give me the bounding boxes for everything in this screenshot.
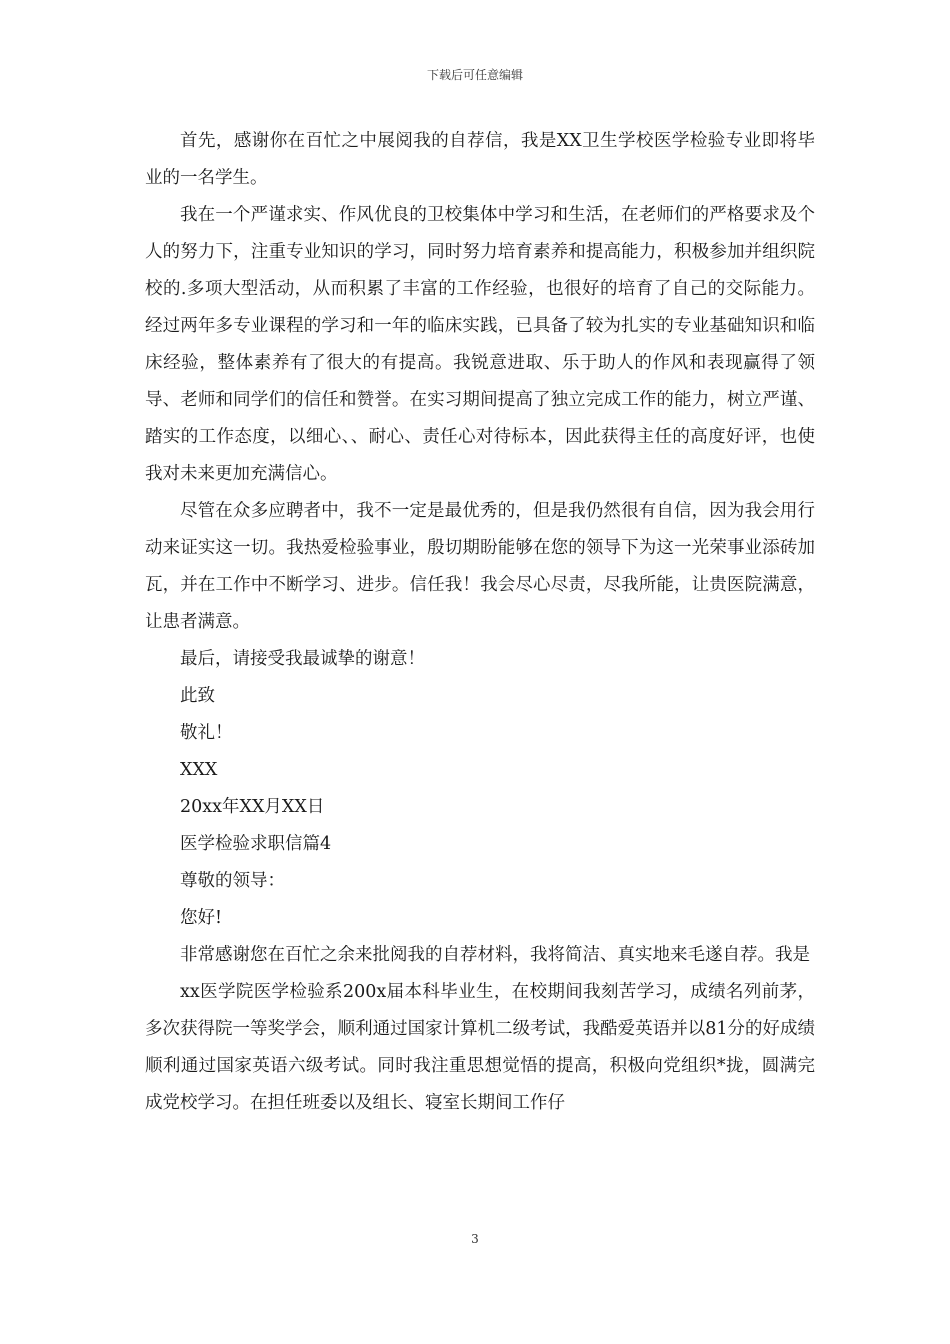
paragraph: 非常感谢您在百忙之余来批阅我的自荐材料，我将简洁、真实地来毛遂自荐。我是: [180, 945, 810, 965]
salutation-line: 敬礼！: [180, 723, 233, 743]
greeting-line: 您好!: [180, 908, 223, 928]
document-body: [145, 123, 815, 1122]
greeting-line: 尊敬的领导：: [180, 871, 285, 891]
paragraph: 尽管在众多应聘者中，我不一定是最优秀的，但是我仍然很有自信，因为我会用行动来证实这一切。我热爱检验事业，殷切期盼能够在您的领导下为这一光荣事业添砖加瓦，并在工作中不断学习、进步。信任我！我会尽心尽责，尽我所能，让贵医院满意，让患者满意。: [145, 501, 815, 632]
paragraph: xx医学院医学检验系200x届本科毕业生，在校期间我刻苦学习，成绩名列前茅，多次获得院一等奖学会，顺利通过国家计算机二级考试，我酷爱英语并以81分的好成绩顺利通过国家英语六级考试。同时我注重思想觉悟的提高，积极向党组织*拢，圆满完成党校学习。在担任班委以及组长、寝室长期间工作仔: [145, 982, 815, 1113]
section-title: 医学检验求职信篇4: [180, 834, 332, 854]
signature-date: 20xx年XX月XX日: [180, 797, 325, 817]
closing-line: 最后，请接受我最诚挚的谢意！: [180, 649, 425, 669]
paragraph: 我在一个严谨求实、作风优良的卫校集体中学习和生活，在老师们的严格要求及个人的努力下，注重专业知识的学习，同时努力培育素养和提高能力，积极参加并组织院校的.多项大型活动，从而积累了丰富的工作经验，也很好的培育了自己的交际能力。经过两年多专业课程的学习和一年的临床实践，已具备了较为扎实的专业基础知识和临床经验，整体素养有了很大的有提高。我锐意进取、乐于助人的作风和表现赢得了领导、老师和同学们的信任和赞誉。在实习期间提高了独立完成工作的能力，树立严谨、踏实的工作态度，以细心、、耐心、责任心对待标本，因此获得主任的高度好评，也使我对未来更加充满信心。: [145, 205, 815, 484]
salutation-line: 此致: [180, 686, 215, 706]
page-header: 下载后可任意编辑: [426, 68, 523, 82]
signature-name: XXX: [180, 760, 218, 780]
page-number: 3: [471, 1232, 479, 1246]
paragraph: 首先，感谢你在百忙之中展阅我的自荐信，我是XX卫生学校医学检验专业即将毕业的一名学生。: [145, 131, 815, 188]
